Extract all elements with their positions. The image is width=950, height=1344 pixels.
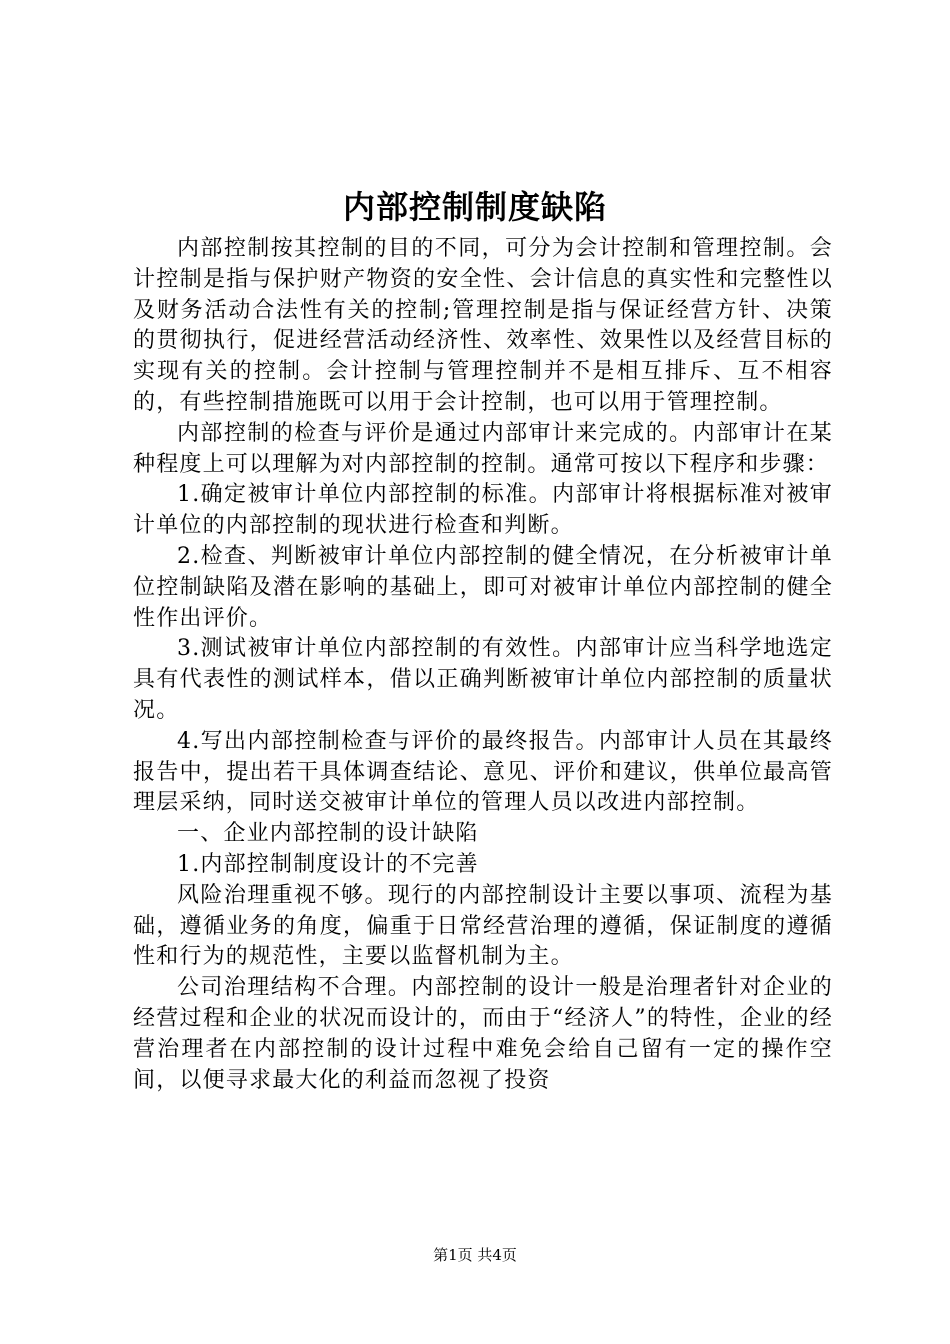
page-footer: 第1页 共4页 bbox=[433, 1246, 517, 1264]
document-body bbox=[133, 234, 833, 1096]
section-heading: 一、企业内部控制的设计缺陷 bbox=[177, 821, 479, 847]
paragraph: 风险治理重视不够。现行的内部控制设计主要以事项、流程为基础，遵循业务的角度，偏重于日常经营治理的遵循，保证制度的遵循性和行为的规范性，主要以监督机制为主。 bbox=[133, 882, 833, 970]
paragraph: 2.检查、判断被审计单位内部控制的健全情况，在分析被审计单位控制缺陷及潜在影响的基础上，即可对被审计单位内部控制的健全性作出评价。 bbox=[133, 543, 833, 631]
paragraph: 内部控制按其控制的目的不同，可分为会计控制和管理控制。会计控制是指与保护财产物资的安全性、会计信息的真实性和完整性以及财务活动合法性有关的控制;管理控制是指与保证经营方针、决策的贯彻执行，促进经营活动经济性、效率性、效果性以及经营目标的实现有关的控制。会计控制与管理控制并不是相互排斥、互不相容的，有些控制措施既可以用于会计控制，也可以用于管理控制。 bbox=[133, 236, 833, 415]
paragraph: 1.确定被审计单位内部控制的标准。内部审计将根据标准对被审计单位的内部控制的现状进行检查和判断。 bbox=[133, 482, 833, 539]
paragraph: 4.写出内部控制检查与评价的最终报告。内部审计人员在其最终报告中，提出若干具体调查结论、意见、评价和建议，供单位最高管理层采纳，同时送交被审计单位的管理人员以改进内部控制。 bbox=[133, 728, 833, 816]
paragraph: 3.测试被审计单位内部控制的有效性。内部审计应当科学地选定具有代表性的测试样本，借以正确判断被审计单位内部控制的质量状况。 bbox=[133, 636, 833, 723]
paragraph: 内部控制的检查与评价是通过内部审计来完成的。内部审计在某种程度上可以理解为对内部控制的控制。通常可按以下程序和步骤： bbox=[133, 420, 833, 477]
subsection-heading: 1.内部控制制度设计的不完善 bbox=[177, 851, 479, 877]
document-title: 内部控制制度缺陷 bbox=[342, 188, 607, 226]
paragraph: 公司治理结构不合理。内部控制的设计一般是治理者针对企业的经营过程和企业的状况而设计的，而由于“经济人”的特性，企业的经营治理者在内部控制的设计过程中难免会给自己留有一定的操作空间，以便寻求最大化的利益而忽视了投资 bbox=[133, 975, 833, 1093]
